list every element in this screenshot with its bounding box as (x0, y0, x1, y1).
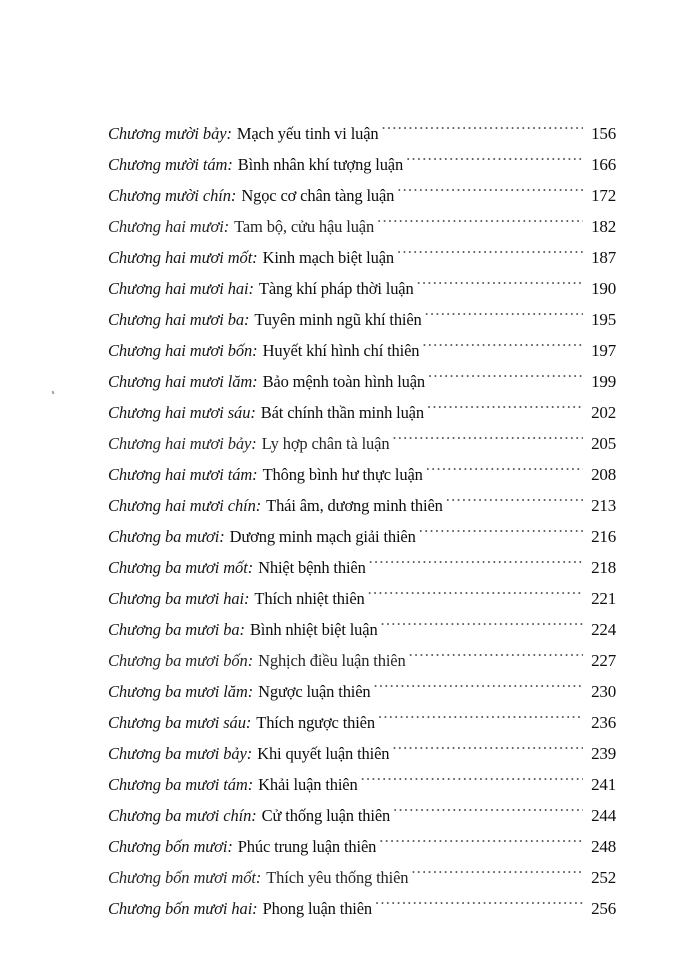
chapter-label: Chương ba mươi mốt: (108, 558, 254, 577)
chapter-label: Chương ba mươi chín: (108, 806, 257, 825)
toc-entry[interactable] (108, 459, 616, 490)
chapter-title: Khi quyết luận thiên (257, 744, 390, 763)
dot-leader (368, 588, 583, 604)
chapter-title: Dương minh mạch giải thiên (229, 527, 416, 546)
chapter-title: Cử thống luận thiên (261, 806, 391, 825)
chapter-title: Kinh mạch biệt luận (262, 248, 394, 267)
dot-leader (406, 154, 583, 170)
toc-entry[interactable] (108, 893, 616, 924)
toc-entry[interactable] (108, 769, 616, 800)
toc-entry[interactable] (108, 304, 616, 335)
chapter-label: Chương ba mươi ba: (108, 620, 245, 639)
dot-leader (426, 464, 583, 480)
toc-entry[interactable] (108, 552, 616, 583)
page-number: 224 (591, 620, 616, 639)
page-number: 216 (591, 527, 616, 546)
page-number: 236 (591, 713, 616, 732)
dot-leader (417, 278, 583, 294)
chapter-title: Bát chính thần minh luận (260, 403, 424, 422)
page-number: 208 (591, 465, 616, 484)
chapter-label: Chương hai mươi bốn: (108, 341, 258, 360)
toc-entry[interactable] (108, 273, 616, 304)
chapter-label: Chương ba mươi tám: (108, 775, 254, 794)
toc-entry[interactable] (108, 397, 616, 428)
page-number: 230 (591, 682, 616, 701)
chapter-label: Chương ba mươi hai: (108, 589, 250, 608)
chapter-title: Phong luận thiên (262, 899, 373, 918)
toc-entry[interactable] (108, 211, 616, 242)
chapter-label: Chương hai mươi ba: (108, 310, 250, 329)
toc-entry[interactable] (108, 335, 616, 366)
chapter-label: Chương ba mươi bốn: (108, 651, 254, 670)
chapter-label: Chương mười chín: (108, 186, 237, 205)
chapter-title: Phúc trung luận thiên (237, 837, 377, 856)
dot-leader (379, 836, 583, 852)
dot-leader (411, 867, 583, 883)
dot-leader (369, 557, 583, 573)
chapter-title: Mạch yếu tinh vi luận (236, 124, 379, 143)
toc-entry[interactable] (108, 800, 616, 831)
toc-entry[interactable] (108, 366, 616, 397)
chapter-title: Khải luận thiên (258, 775, 358, 794)
chapter-label: Chương hai mươi: (108, 217, 230, 236)
page-number: 166 (591, 155, 616, 174)
page-number: 252 (591, 868, 616, 887)
chapter-title: Ngược luận thiên (258, 682, 371, 701)
page-number: 205 (591, 434, 616, 453)
chapter-title: Tuyên minh ngũ khí thiên (254, 310, 422, 329)
chapter-title: Bảo mệnh toàn hình luận (262, 372, 426, 391)
toc-entry[interactable] (108, 583, 616, 614)
chapter-label: Chương hai mươi tám: (108, 465, 258, 484)
chapter-label: Chương ba mươi bảy: (108, 744, 253, 763)
toc-entry[interactable] (108, 180, 616, 211)
page-number: 199 (591, 372, 616, 391)
page-number: 187 (591, 248, 616, 267)
dot-leader (378, 712, 583, 728)
chapter-title: Nhiệt bệnh thiên (258, 558, 366, 577)
dot-leader (397, 185, 583, 201)
dot-leader (409, 650, 583, 666)
dot-leader (377, 216, 583, 232)
dot-leader (422, 340, 583, 356)
toc-entry[interactable] (108, 676, 616, 707)
table-of-contents-list (108, 118, 616, 924)
chapter-title: Thái âm, dương minh thiên (266, 496, 443, 515)
chapter-label: Chương hai mươi bảy: (108, 434, 257, 453)
toc-entry[interactable] (108, 738, 616, 769)
chapter-title: Thông bình hư thực luận (262, 465, 423, 484)
chapter-title: Ngọc cơ chân tàng luận (241, 186, 395, 205)
chapter-title: Bình nhân khí tượng luận (237, 155, 404, 174)
toc-entry[interactable] (108, 831, 616, 862)
chapter-label: Chương bốn mươi: (108, 837, 233, 856)
dot-leader (392, 743, 583, 759)
page-number: 227 (591, 651, 616, 670)
page-number: 156 (591, 124, 616, 143)
dot-leader (393, 805, 583, 821)
page-number: 218 (591, 558, 616, 577)
page-number: 190 (591, 279, 616, 298)
dot-leader (428, 371, 583, 387)
dot-leader (425, 309, 583, 325)
dot-leader (375, 898, 583, 914)
dot-leader (392, 433, 583, 449)
toc-entry[interactable] (108, 490, 616, 521)
page-number: 239 (591, 744, 616, 763)
chapter-label: Chương bốn mươi mốt: (108, 868, 262, 887)
chapter-label: Chương hai mươi lăm: (108, 372, 258, 391)
toc-entry[interactable] (108, 521, 616, 552)
toc-entry[interactable] (108, 118, 616, 149)
dot-leader (419, 526, 583, 542)
dot-leader (446, 495, 583, 511)
chapter-label: Chương hai mươi hai: (108, 279, 254, 298)
chapter-title: Nghịch điều luận thiên (258, 651, 406, 670)
page-number: 195 (591, 310, 616, 329)
chapter-title: Tam bộ, cửu hậu luận (234, 217, 375, 236)
page-number: 221 (591, 589, 616, 608)
dot-leader (397, 247, 583, 263)
page-number: 244 (591, 806, 616, 825)
dot-leader (361, 774, 583, 790)
toc-entry[interactable] (108, 149, 616, 180)
toc-entry[interactable] (108, 862, 616, 893)
chapter-label: Chương ba mươi lăm: (108, 682, 254, 701)
chapter-label: Chương ba mươi sáu: (108, 713, 252, 732)
chapter-label: Chương hai mươi mốt: (108, 248, 258, 267)
chapter-label: Chương bốn mươi hai: (108, 899, 258, 918)
chapter-title: Huyết khí hình chí thiên (262, 341, 420, 360)
chapter-title: Thích nhiệt thiên (254, 589, 365, 608)
page-number: 182 (591, 217, 616, 236)
toc-entry[interactable] (108, 645, 616, 676)
chapter-label: Chương mười bảy: (108, 124, 232, 143)
chapter-title: Ly hợp chân tà luận (261, 434, 390, 453)
chapter-label: Chương hai mươi sáu: (108, 403, 256, 422)
chapter-title: Tàng khí pháp thời luận (258, 279, 414, 298)
dot-leader (427, 402, 583, 418)
chapter-title: Thích ngược thiên (256, 713, 375, 732)
chapter-label: Chương mười tám: (108, 155, 233, 174)
chapter-label: Chương ba mươi: (108, 527, 225, 546)
dot-leader (374, 681, 583, 697)
chapter-title: Thích yêu thống thiên (266, 868, 409, 887)
page-number: 248 (591, 837, 616, 856)
page-number: 241 (591, 775, 616, 794)
toc-entry[interactable] (108, 614, 616, 645)
page-number: 213 (591, 496, 616, 515)
page-number: 256 (591, 899, 616, 918)
chapter-label: Chương hai mươi chín: (108, 496, 262, 515)
page-number: 202 (591, 403, 616, 422)
chapter-title: Bình nhiệt biệt luận (249, 620, 378, 639)
dot-leader (381, 619, 583, 635)
toc-entry[interactable] (108, 428, 616, 459)
dot-leader (382, 123, 584, 139)
page-number: 197 (591, 341, 616, 360)
page-number: 172 (591, 186, 616, 205)
scan-artifact-speck (52, 391, 55, 395)
toc-entry[interactable] (108, 707, 616, 738)
toc-entry[interactable] (108, 242, 616, 273)
